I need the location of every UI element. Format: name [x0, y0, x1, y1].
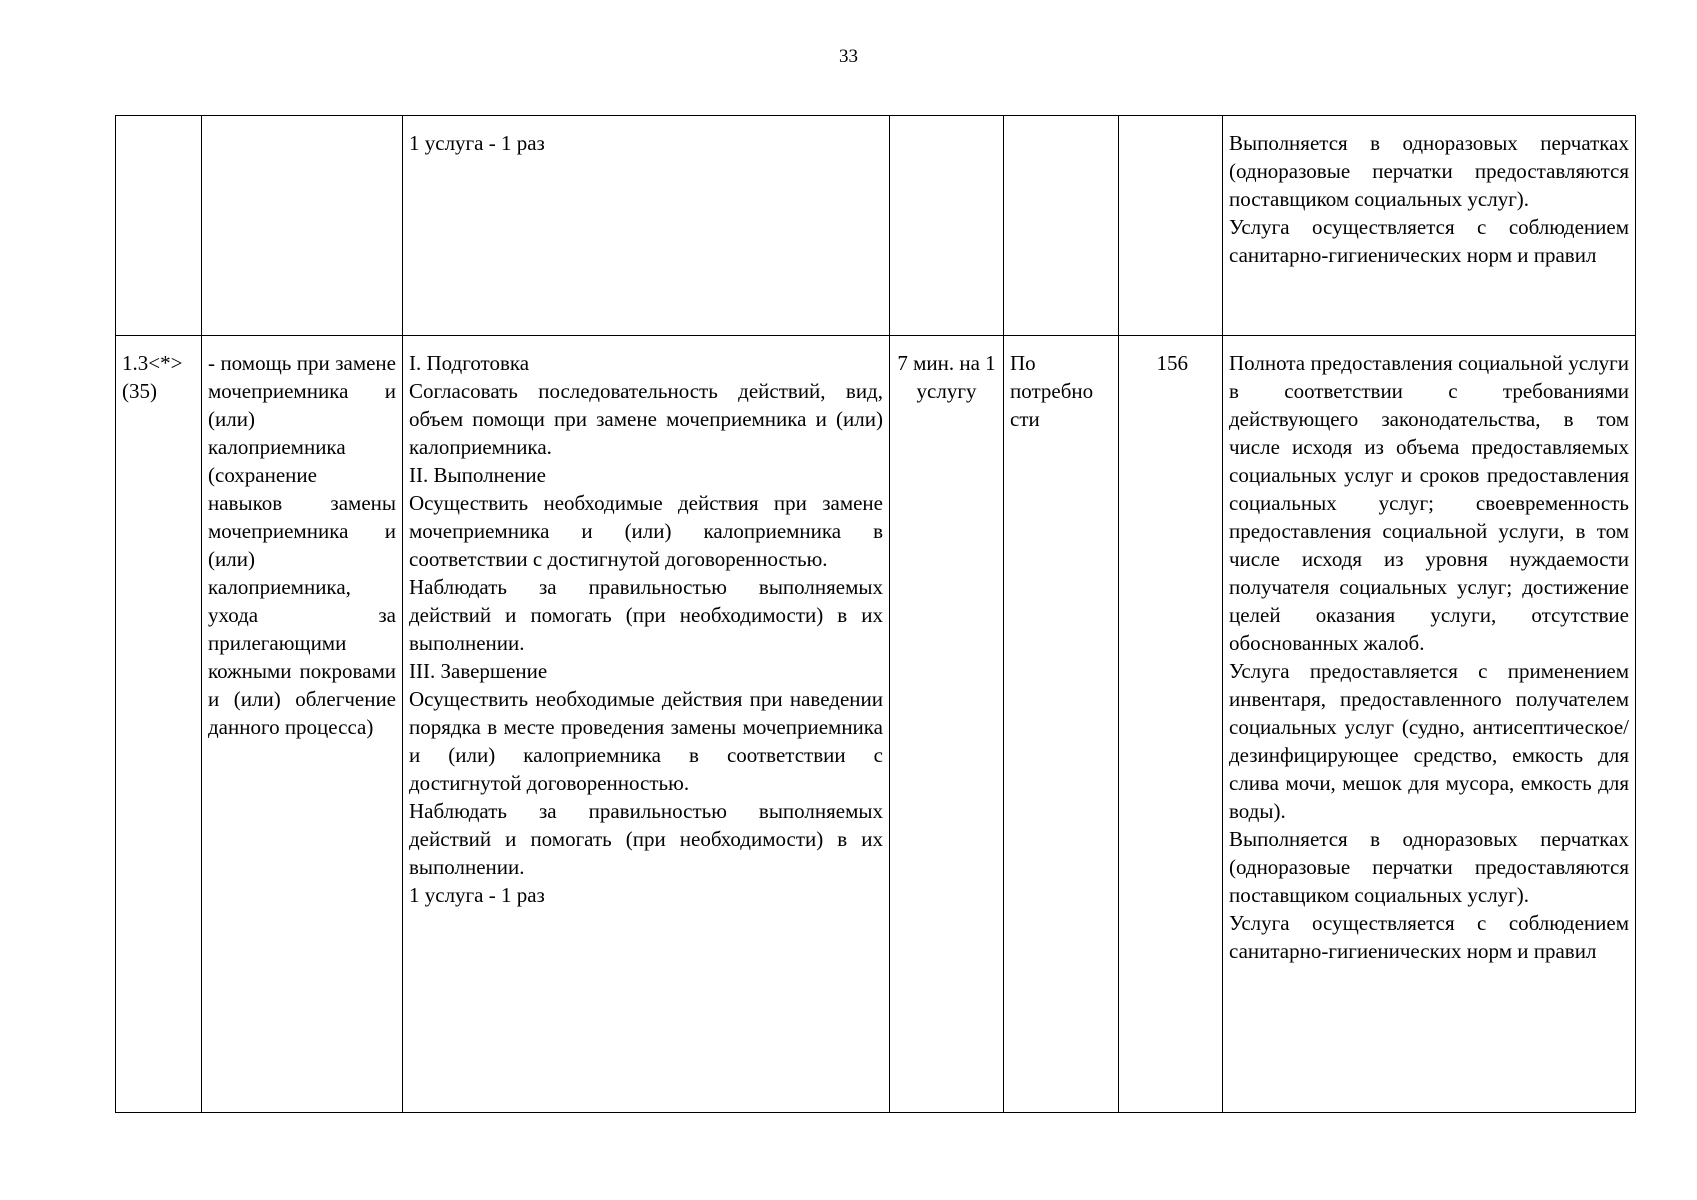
procedure-cell: I. Подготовка Согласовать последовательность действий, вид, объем помощи при замене мочеприемника и (или) калоприемника. II. Выполнение Осуществить необходимые действия при замене мочеприемника и (или) калоприемника в соответствии с достигнутой договоренностью. Наблюдать за правильностью выполняемых действий и помогать (при необходимости) в их выполнении. III. Завершение Осуществить необходимые действия при наведении порядка в месте проведения замены мочеприемника и (или) калоприемника в соответствии с достигнутой договоренностью. Наблюдать за правильностью выполняемых действий и помогать (при необходимости) в их выполнении. 1 услуга - 1 раз — [403, 336, 890, 1113]
procedure-cell: 1 услуга - 1 раз — [403, 116, 890, 336]
table-row — [116, 116, 1636, 336]
table-row — [116, 336, 1636, 1113]
services-table — [115, 115, 1636, 1113]
row-number-cell: 1.3<*> (35) — [116, 336, 202, 1113]
service-name-cell: - помощь при замене мочеприемника и (или) калоприемника (сохранение навыков замены мочеприемника и (или) калоприемника, ухода за прилегающими кожными покровами и (или) облегчение данного процесса) — [202, 336, 403, 1113]
row-number-cell — [116, 116, 202, 336]
quality-cell: Выполняется в одноразовых перчатках (одноразовые перчатки предоставляются поставщиком социальных услуг). Услуга осуществляется с соблюдением санитарно-гигиенических норм и правил — [1223, 116, 1636, 336]
page-number: 33 — [839, 46, 858, 67]
quality-cell: Полнота предоставления социальной услуги в соответствии с требованиями действующего законодательства, в том числе исходя из объема предоставляемых социальных услуг и сроков предоставления социальных услуг; своевременность предоставления социальной услуги, в том числе исходя из уровня нуждаемости получателя социальных услуг; достижение целей оказания услуги, отсутствие обоснованных жалоб. Услуга предоставляется с применением инвентаря, предоставленного получателем социальных услуг (судно, антисептическое/дезинфицирующее средство, емкость для слива мочи, мешок для мусора, емкость для воды). Выполняется в одноразовых перчатках (одноразовые перчатки предоставляются поставщиком социальных услуг). Услуга осуществляется с соблюдением санитарно-гигиенических норм и правил — [1223, 336, 1636, 1113]
service-name-cell — [202, 116, 403, 336]
time-cell: 7 мин. на 1 услугу — [890, 336, 1004, 1113]
time-cell — [890, 116, 1004, 336]
tariff-cell: 156 — [1119, 336, 1223, 1113]
tariff-cell — [1119, 116, 1223, 336]
frequency-cell — [1004, 116, 1119, 336]
frequency-cell: По потребно сти — [1004, 336, 1119, 1113]
